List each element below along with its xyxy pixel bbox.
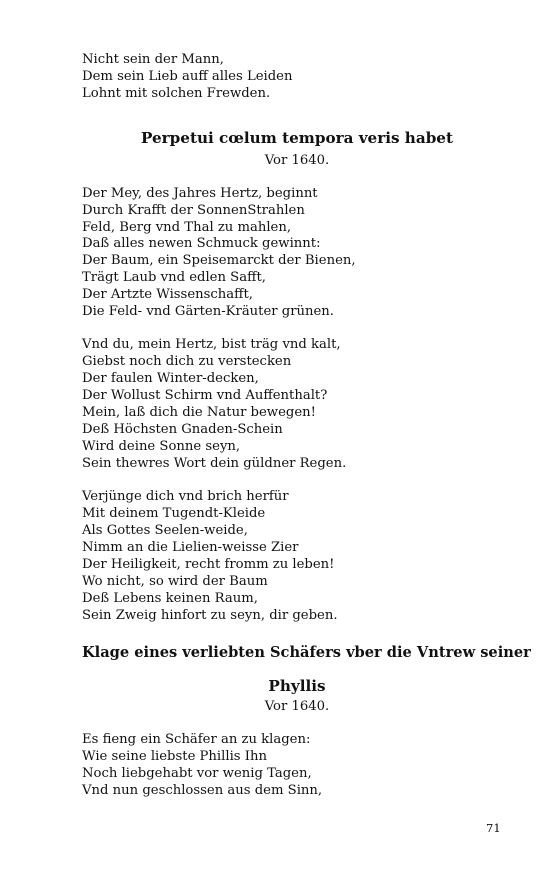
poem-line: Nimm an die Lielien-weisse Zier — [82, 539, 299, 555]
poem-line: Mit deinem Tugendt-Kleide — [82, 506, 266, 522]
poem-line: Dem sein Lieb auff alles Leiden — [82, 68, 293, 84]
poem-line: Sein thewres Wort dein güldner Regen. — [82, 455, 347, 471]
poem-title: Klage eines verliebten Schäfers vber die Vntrew seiner — [82, 644, 531, 662]
poem-line: Lohnt mit solchen Frewden. — [82, 85, 271, 101]
poem-line: Wird deine Sonne seyn, — [82, 438, 241, 454]
poem-line: Deß Lebens keinen Raum, — [82, 590, 258, 606]
poem-line: Vnd du, mein Hertz, bist träg vnd kalt, — [82, 337, 341, 353]
poem2-stanza-1 — [82, 732, 512, 800]
poem-date: Vor 1640. — [264, 152, 330, 168]
poem-line: Feld, Berg vnd Thal zu mahlen, — [82, 219, 292, 235]
poem1-stanza-2 — [82, 337, 512, 472]
poem-line: Der Heiligkeit, recht fromm zu leben! — [82, 556, 335, 572]
poem-title: Perpetui cœlum tempora veris habet — [140, 128, 453, 147]
poem1-stanza-3 — [82, 489, 512, 624]
poem-line: Nicht sein der Mann, — [82, 52, 224, 67]
poem-line: Als Gottes Seelen-weide, — [82, 523, 248, 539]
poem-date: Vor 1640. — [264, 699, 330, 715]
poem-line: Es fieng ein Schäfer an zu klagen: — [82, 732, 311, 748]
intro-stanza — [82, 52, 512, 103]
poem-line: Der Mey, des Jahres Hertz, beginnt — [82, 185, 318, 201]
poem-line: Daß alles newen Schmuck gewinnt: — [82, 236, 321, 252]
poem-line: Sein Zweig hinfort zu seyn, dir geben. — [82, 607, 338, 623]
poem-line: Die Feld- vnd Gärten-Kräuter grünen. — [82, 304, 334, 320]
poem-line: Der Baum, ein Speisemarckt der Bienen, — [82, 253, 356, 269]
poem-line: Giebst noch dich zu verstecken — [82, 354, 292, 370]
page-number: 71 — [486, 821, 501, 835]
stanza-gap — [82, 473, 512, 490]
poem-line: Deß Höchsten Gnaden-Schein — [82, 422, 283, 437]
poem-line: Wie seine liebste Phillis Ihn — [82, 749, 267, 765]
book-page — [82, 52, 531, 800]
poem-line: Trägt Laub vnd edlen Safft, — [82, 270, 266, 286]
stanza-gap — [82, 321, 512, 338]
poem-line: Der Wollust Schirm vnd Auffenthalt? — [82, 388, 328, 404]
poem-line: Mein, laß dich die Natur bewegen! — [82, 405, 316, 421]
poem-line: Noch liebgehabt vor wenig Tagen, — [82, 766, 312, 782]
poem-line: Durch Krafft der SonnenStrahlen — [82, 202, 305, 218]
poem-line: Der faulen Winter-decken, — [82, 371, 259, 387]
poem1-stanza-1 — [82, 186, 512, 321]
poem-line: Vnd nun geschlossen aus dem Sinn, — [82, 783, 323, 799]
section-gap — [82, 624, 512, 643]
section-gap — [82, 103, 512, 128]
poem-line: Wo nicht, so wird der Baum — [82, 573, 268, 589]
poem-line: Verjünge dich vnd brich herfür — [82, 489, 289, 505]
poem-title-continued: Phyllis — [268, 677, 326, 696]
poem-line: Der Artzte Wissenschafft, — [82, 287, 253, 303]
